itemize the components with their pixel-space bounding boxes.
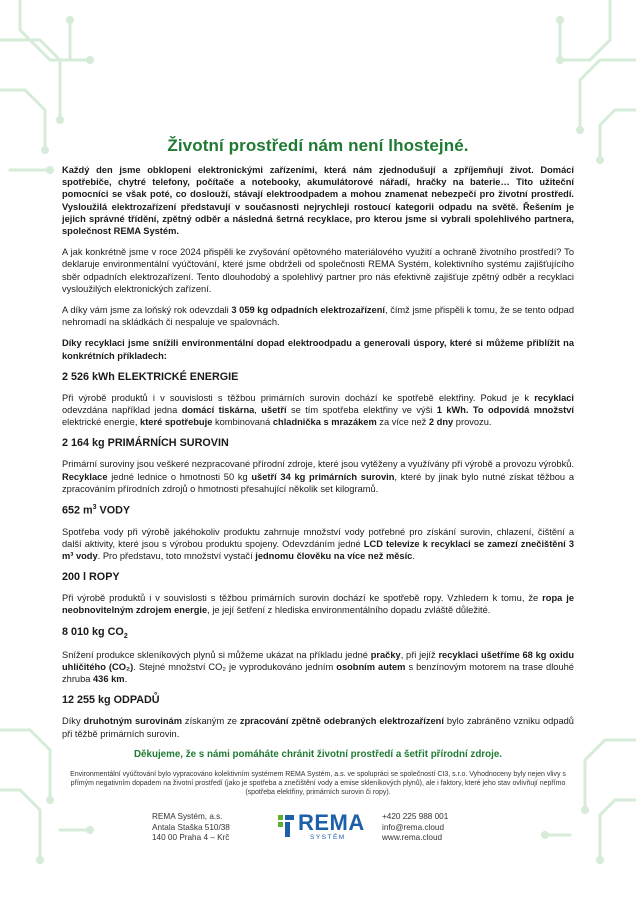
paragraph-collected-amount: A díky vám jsme za loňský rok odevzdali 3 059 kg odpadních elektrozařízení, čímž jsme přispěli k tomu, že se tento odpad nehromadí na skládkách či nespaluje ve spalovnách. <box>62 305 575 328</box>
section-heading-waste: 12 255 kg ODPADŮ <box>62 694 160 707</box>
company-address <box>152 812 230 844</box>
address-city: 140 00 Praha 4 – Krč <box>152 833 230 842</box>
section-text-energy: Při výrobě produktů i v souvislosti s těžbou primárních surovin dochází ke spotřebě elektřiny. Pokud je k recyklaci odevzdána například jedna domácí tiskárna, ušetří se tím spotřeba elektřiny ve výši 1 kWh. To odpovídá množství elektrické energie, které spotřebuje kombinovaná chladnička s mrazákem za více než 2 dny provozu. <box>62 392 574 428</box>
section-text-water: Spotřeba vody při výrobě jakéhokoliv produktu zahrnuje množství vody potřebné pro získání surovin, chlazení, čištění a další aktivity, které jsou s výrobou produktu spojeny. Odevzdáním jedné LCD televize k recyklaci se zamezí znečištění 3 m³ vody. Pro představu, toto množství vystačí jednomu člověku na více než měsíc. <box>62 526 574 562</box>
thanks-message: Děkujeme, že s námi pomáháte chránit životní prostředí a šetřit přírodní zdroje. <box>133 748 502 760</box>
intro-paragraph: Každý den jsme obklopeni elektronickými zařízeními, která nám zjednodušují a zpříjemňují život. Domácí spotřebiče, chytré telefony, počítače a notebooky, akumulátorové nářadí, hračky na baterie… Tito užiteční pomocníci se však poté, co doslouží, stávají elektroodpadem a mohou znamenat nebezpečí pro životní prostředí. Vysloužilá elektrozařízení představují v současnosti nejrychleji rostoucí kategorii odpadu na světě. Řešením je jejich správné třídění, zpětný odběr a následná šetrná recyklace, pro kterou jsme si vybrali spolehlivého partnera, společnost REMA Systém. <box>62 165 574 237</box>
section-heading-energy: 2 526 kWh ELEKTRICKÉ ENERGIE <box>62 370 239 383</box>
section-text-co2: Snížení produkce skleníkových plynů si můžeme ukázat na příkladu jedné pračky, při jejíž recyklaci ušetříme 68 kg oxidu uhličitého (CO₂). Stejné množství CO₂ je vyprodukováno jedním osobním autem s benzínovým motorem na trase dlouhé zhruba 436 km. <box>62 649 575 685</box>
contact-email: info@rema.cloud <box>382 822 445 832</box>
logo-subtitle: SYSTÉM <box>310 834 346 841</box>
contact-info <box>382 812 448 844</box>
footnote: Environmentální vyúčtování bylo vypracováno kolektivním systémem REMA Systém, a.s. ve spolupráci se společností CI3, s.r.o. Vyhodnoceny byly nejen vlivy s přímým negativním dopadem na životní prostředí (jako je spotřeba a znečištění vody a emise skleníkových plynů), ale i faktory, které jeho stav ovlivňují nepřímo (spotřeba elektřiny, primárních surovin či ropy). <box>70 771 566 796</box>
document-body <box>62 136 574 770</box>
rema-logo <box>276 810 366 844</box>
rema-logo-icon <box>276 813 296 839</box>
section-text-raw-materials: Primární suroviny jsou veškeré nezpracované přírodní zdroje, které jsou vytěženy a využívány při výrobě a provozu výrobků. Recyklace jedné lednice o hmotnosti 50 kg ušetří 34 kg primárních surovin, které by jinak bylo nutné získat těžbou a zpracováním přírodních zdrojů o hmotnosti přesahující několik set kilogramů. <box>62 459 574 494</box>
section-text-waste: Díky druhotným surovinám získaným ze zpracování zpětně odebraných elektrozařízení bylo zabráněno vzniku odpadů při těžbě primárních surovin. <box>62 716 574 739</box>
section-heading-co2: 8 010 kg $CO_2$ <box>62 625 128 640</box>
paragraph-examples-lead: Díky recyklaci jsme snížili environmentální dopad elektroodpadu a generovali úspory, které si můžeme přiblížit na konkrétních příkladech: <box>62 338 574 361</box>
address-company-name: REMA Systém, a.s. <box>152 812 223 821</box>
contact-phone: +420 225 988 001 <box>382 812 449 821</box>
address-street: Antala Staška 510/38 <box>152 822 230 832</box>
paragraph-environmental-statement: A jak konkrétně jsme v roce 2024 přispěli ke zvyšování opětovného materiálového využití a ochraně životního prostředí? To deklaruje environmentální vyúčtování, které jsme obdrželi od společnosti REMA Systém, kolektivního systému zajišťujícího sběr odpadních elektrozařízení. Tento dlouhodobý a spolehlivý partner pro nás efektivně zajišťuje zpětný odběr a recyklaci vysloužilých elektronických zařízení. <box>62 247 574 294</box>
section-text-oil: Při výrobě produktů i v souvislosti s těžbou primárních surovin dochází ke spotřebě ropy. Vzhledem k tomu, že ropa je neobnovitelným zdrojem energie, je její šetření z hlediska environmentálního dopadu zvláště důležité. <box>62 593 575 616</box>
section-heading-oil: 200 l ROPY <box>62 571 120 584</box>
logo-name: REMA <box>298 810 365 835</box>
page-title: Životní prostředí nám není lhostejné. <box>167 136 469 155</box>
contact-website: www.rema.cloud <box>382 833 443 842</box>
section-heading-raw-materials: 2 164 kg PRIMÁRNÍCH SUROVIN <box>62 437 229 450</box>
section-heading-water: 652 $m^3$ VODY <box>62 504 131 517</box>
